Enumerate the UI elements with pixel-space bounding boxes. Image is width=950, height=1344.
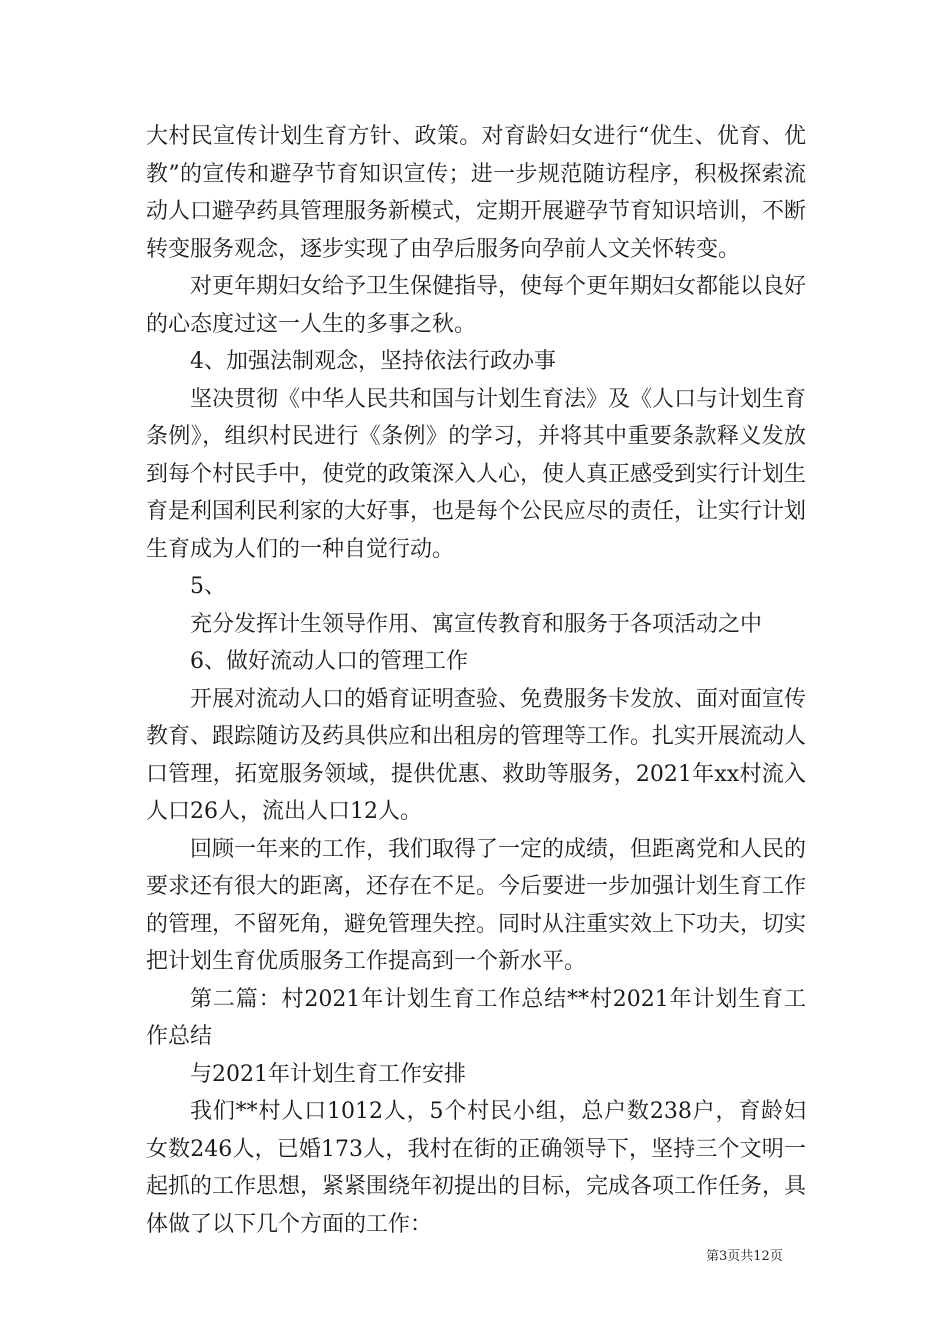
heading-section-5-number: 5、 <box>190 574 226 599</box>
paragraph-floating-population: 开展对流动人口的婚育证明查验、免费服务卡发放、面对面宣传教育、跟踪随访及药具供应和出租房的管理等工作。扎实开展流动人口管理，拓宽服务领域，提供优惠、救助等服务，2021年xx村流入人口26人，流出人口12人。 <box>146 686 807 824</box>
paragraph-village-overview: 我们**村人口1012人，5个村民小组，总户数238户，育龄妇女数246人，已婚173人，我村在街的正确领导下，坚持三个文明一起抓的工作思想，紧紧围绕年初提出的目标，完成各项工作任务，具体做了以下几个方面的工作： <box>146 1099 807 1237</box>
paragraph-family-planning-publicity: 大村民宣传计划生育方针、政策。对育龄妇女进行“优生、优育、优教”的宣传和避孕节育知识宣传；进一步规范随访程序，积极探索流动人口避孕药具管理服务新模式，定期开展避孕节育知识培训，不断转变服务观念，逐步实现了由孕后服务向孕前人文关怀转变。 <box>146 124 807 262</box>
heading-part-two-subtitle: 与2021年计划生育工作安排 <box>190 1061 466 1087</box>
paragraph-review: 回顾一年来的工作，我们取得了一定的成绩，但距离党和人民的要求还有很大的距离，还存在不足。今后要进一步加强计划生育工作的管理，不留死角，避免管理失控。同时从注重实效上下功夫，切实把计划生育优质服务工作提高到一个新水平。 <box>146 836 807 974</box>
heading-part-two-title: 第二篇：村2021年计划生育工作总结**村2021年计划生育工作总结 <box>146 986 806 1049</box>
paragraph-menopause-care: 对更年期妇女给予卫生保健指导，使每个更年期妇女都能以良好的心态度过这一人生的多事之秋。 <box>146 274 807 337</box>
heading-section-6: 6、做好流动人口的管理工作 <box>190 649 468 674</box>
page-number: 第3页共12页 <box>706 1249 783 1264</box>
heading-section-4: 4、加强法制观念，坚持依法行政办事 <box>190 349 556 374</box>
heading-section-5-title: 充分发挥计生领导作用、寓宣传教育和服务于各项活动之中 <box>190 611 763 637</box>
paragraph-legal-implementation: 坚决贯彻《中华人民共和国与计划生育法》及《人口与计划生育条例》，组织村民进行《条例》的学习，并将其中重要条款释义发放到每个村民手中，使党的政策深入人心，使人真正感受到实行计划生育是利国利民利家的大好事，也是每个公民应尽的责任，让实行计划生育成为人们的一种自觉行动。 <box>146 386 807 562</box>
document-body <box>146 118 806 1243</box>
